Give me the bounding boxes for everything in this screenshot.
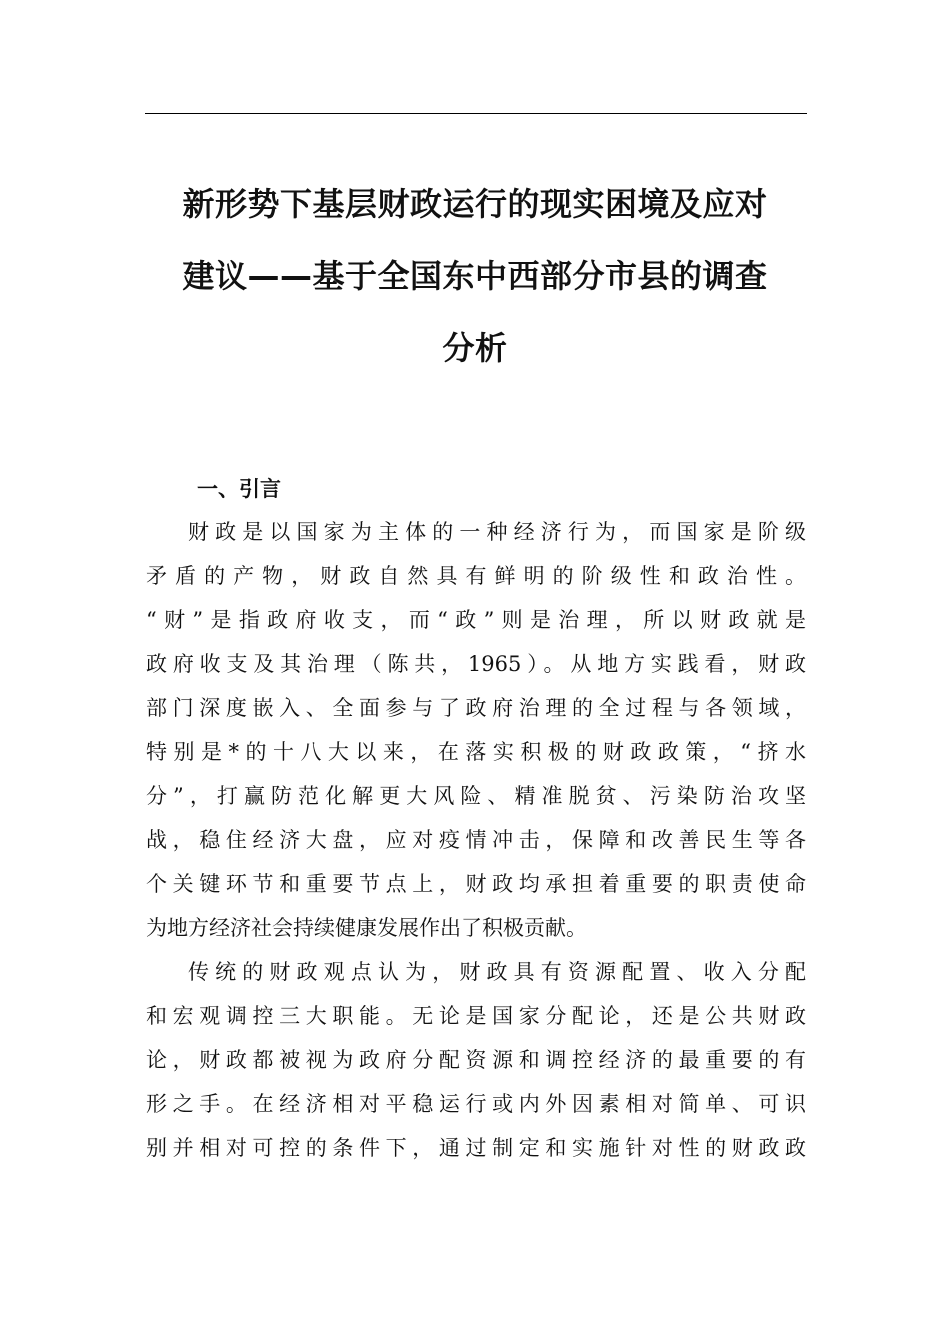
text-line: 财政是以国家为主体的一种经济行为，而国家是阶级 [188, 520, 806, 544]
text-line: 和宏观调控三大职能。无论是国家分配论，还是公共财政 [146, 1004, 806, 1028]
section-heading: 一、引言 [197, 477, 281, 501]
text-line: 个关键环节和重要节点上，财政均承担着重要的职责使命 [146, 872, 806, 896]
text-line: 矛盾的产物，财政自然具有鲜明的阶级性和政治性。 [146, 564, 806, 588]
header-rule [145, 113, 807, 114]
title-line: 新形势下基层财政运行的现实困境及应对 [182, 185, 768, 223]
text-line: 论，财政都被视为政府分配资源和调控经济的最重要的有 [146, 1048, 806, 1072]
text-line: 特别是*的十八大以来，在落实积极的财政政策，“挤水 [146, 740, 806, 764]
text-line: 政府收支及其治理（陈共，1965）。从地方实践看，财政 [146, 652, 806, 676]
text-line: 形之手。在经济相对平稳运行或内外因素相对简单、可识 [146, 1092, 806, 1116]
text-line: 为地方经济社会持续健康发展作出了积极贡献。 [146, 916, 587, 940]
paragraph-1 [146, 510, 806, 950]
body-text [146, 510, 806, 1170]
text-line: 部门深度嵌入、全面参与了政府治理的全过程与各领域， [146, 696, 806, 720]
document-title [150, 168, 800, 384]
text-line: 别并相对可控的条件下，通过制定和实施针对性的财政政 [146, 1136, 806, 1160]
paragraph-2 [146, 950, 806, 1170]
text-line: 战，稳住经济大盘，应对疫情冲击，保障和改善民生等各 [146, 828, 806, 852]
title-line: 分析 [442, 329, 508, 367]
text-line: 传统的财政观点认为，财政具有资源配置、收入分配 [188, 960, 806, 984]
text-line: “财”是指政府收支，而“政”则是治理，所以财政就是 [146, 608, 806, 632]
text-line: 分”，打赢防范化解更大风险、精准脱贫、污染防治攻坚 [146, 784, 806, 808]
title-line: 建议——基于全国东中西部分市县的调查 [182, 257, 768, 295]
